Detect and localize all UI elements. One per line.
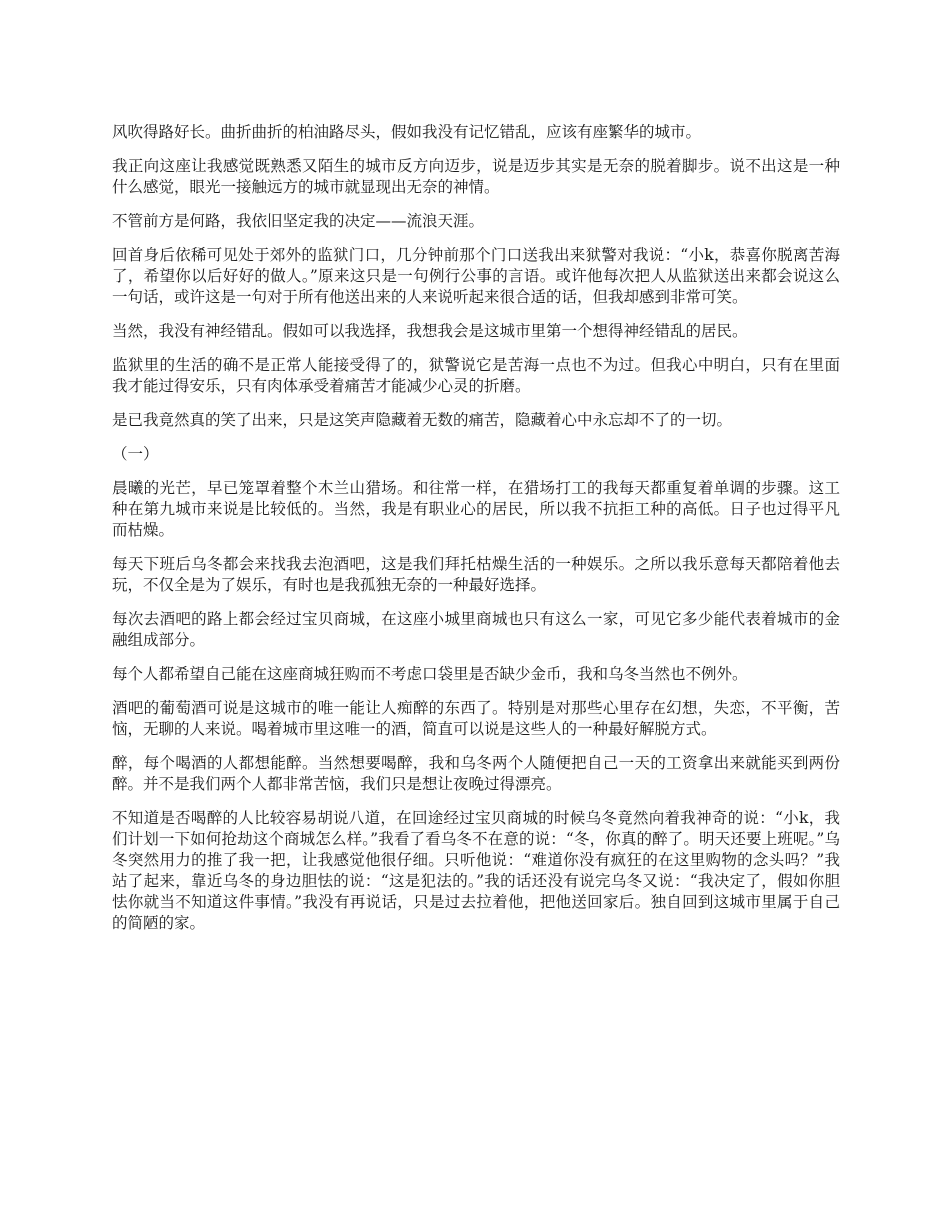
paragraph-11: 每个人都希望自己能在这座商城狂购而不考虑口袋里是否缺少金币，我和乌冬当然也不例外。 bbox=[112, 665, 748, 683]
paragraph-1: 风吹得路好长。曲折曲折的柏油路尽头，假如我没有记忆错乱，应该有座繁华的城市。 bbox=[112, 123, 702, 141]
paragraph-4: 回首身后依稀可见处于郊外的监狱门口，几分钟前那个门口送我出来狱警对我说：“小k，恭喜你脱离苦海了，希望你以后好好的做人。”原来这只是一句例行公事的言语。或许他每次把人从监狱送出来都会说这么一句话，或许这是一句对于所有他送出来的人来说听起来很合适的话，但我却感到非常可笑。 bbox=[112, 246, 840, 306]
section-heading: （一） bbox=[112, 445, 159, 463]
paragraph-12: 酒吧的葡萄酒可说是这城市的唯一能让人痴醉的东西了。特别是对那些心里存在幻想，失恋，不平衡，苦恼，无聊的人来说。喝着城市里这唯一的酒，简直可以说是这些人的一种最好解脱方式。 bbox=[112, 699, 840, 738]
document-page bbox=[112, 122, 840, 947]
paragraph-10: 每次去酒吧的路上都会经过宝贝商城，在这座小城里商城也只有这么一家，可见它多少能代表着城市的金融组成部分。 bbox=[112, 610, 840, 649]
paragraph-2: 我正向这座让我感觉既熟悉又陌生的城市反方向迈步，说是迈步其实是无奈的脱着脚步。说不出这是一种什么感觉，眼光一接触远方的城市就显现出无奈的神情。 bbox=[112, 157, 840, 196]
paragraph-7: 是已我竟然真的笑了出来，只是这笑声隐藏着无数的痛苦，隐藏着心中永忘却不了的一切。 bbox=[112, 411, 733, 429]
paragraph-6: 监狱里的生活的确不是正常人能接受得了的，狱警说它是苦海一点也不为过。但我心中明白，只有在里面我才能过得安乐，只有肉体承受着痛苦才能减少心灵的折磨。 bbox=[112, 356, 840, 395]
paragraph-3: 不管前方是何路，我依旧坚定我的决定——流浪天涯。 bbox=[112, 212, 485, 230]
paragraph-13: 醉，每个喝酒的人都想能醉。当然想要喝醉，我和乌冬两个人随便把自己一天的工资拿出来就能买到两份醉。并不是我们两个人都非常苦恼，我们只是想让夜晚过得漂亮。 bbox=[112, 754, 840, 793]
paragraph-8: 晨曦的光芒，早已笼罩着整个木兰山猎场。和往常一样，在猎场打工的我每天都重复着单调的步骤。这工种在第九城市来说是比较低的。当然，我是有职业心的居民，所以我不抗拒工种的高低。日子也过得平凡而枯燥。 bbox=[112, 479, 840, 539]
paragraph-14: 不知道是否喝醉的人比较容易胡说八道，在回途经过宝贝商城的时候乌冬竟然向着我神奇的说：“小k，我们计划一下如何抢劫这个商城怎么样。”我看了看乌冬不在意的说：“冬，你真的醉了。明天还要上班呢。”乌冬突然用力的推了我一把，让我感觉他很仔细。只听他说：“难道你没有疯狂的在这里购物的念头吗？”我站了起来，靠近乌冬的身边胆怯的说：“这是犯法的。”我的话还没有说完乌冬又说：“我决定了，假如你胆怯你就当不知道这件事情。”我没有再说话，只是过去拉着他，把他送回家后。独自回到这城市里属于自己的简陋的家。 bbox=[112, 809, 840, 932]
paragraph-9: 每天下班后乌冬都会来找我去泡酒吧，这是我们拜托枯燥生活的一种娱乐。之所以我乐意每天都陪着他去玩，不仅全是为了娱乐，有时也是我孤独无奈的一种最好选择。 bbox=[112, 555, 840, 594]
paragraph-5: 当然，我没有神经错乱。假如可以我选择，我想我会是这城市里第一个想得神经错乱的居民。 bbox=[112, 322, 748, 340]
